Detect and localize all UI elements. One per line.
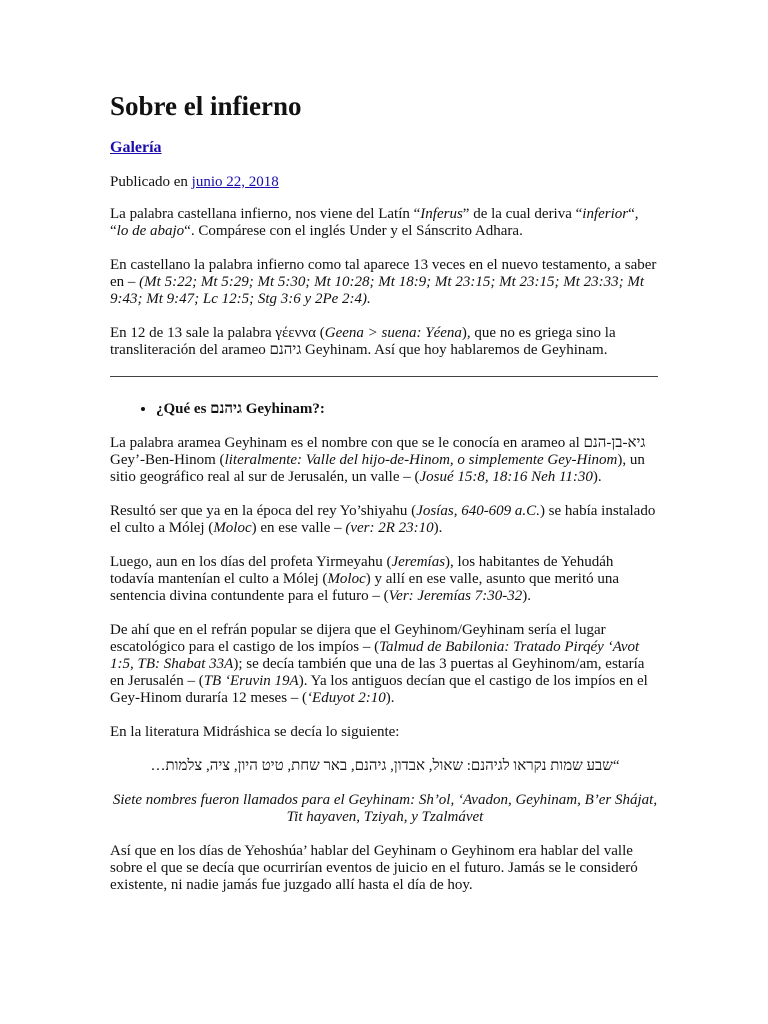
paragraph-geena: En 12 de 13 sale la palabra γέεννα (Geena > suena: Yéena), que no es griega sino la transliteración del arameo גיהנם Geyhinam. Así que hoy hablaremos de Geyhinam. [110, 325, 616, 358]
published-prefix: Publicado en [110, 174, 192, 190]
quote-translation: Siete nombres fueron llamados para el Geyhinam: Sh’ol, ‘Avadon, Geyhinam, B’er Shájat, Tit hayaven, Tziyah, y Tzalmávet [112, 792, 658, 825]
bullet-heading: • ¿Qué es גיהנם Geyhinam?: [156, 401, 660, 418]
article-body [110, 90, 660, 911]
paragraph-molej: Resultó ser que ya en la época del rey Yo’shiyahu (Josías, 640-609 a.C.) se había instalado el culto a Mólej (Moloc) en ese valle – (ver: 2R 23:10). [110, 503, 656, 536]
paragraph-conclusion: Así que en los días de Yehoshúa’ hablar del Geyhinam o Geyhinom era hablar del valle sobre el que se decía que ocurrirían eventos de juicio en el futuro. Jamás se le consideró existente, ni nadie jamás fue juzgado allí hasta el día de hoy. [110, 843, 638, 893]
paragraph-escatologico: De ahí que en el refrán popular se dijera que el Geyhinom/Geyhinam sería el lugar escatológico para el castigo de los impíos – (Talmud de Babilonia: Tratado Pirqéy ‘Avot 1:5, TB: Shabat 33A); se decía también que una de las 3 puertas al Geyhinom/am, estaría en Jerusalén – (TB ‘Eruvin 19A). Ya los antiguos decían que el castigo de los impíos en el Gey-Hinom duraría 12 meses – (‘Eduyot 2:10). [110, 622, 648, 706]
published-date-link[interactable]: junio 22, 2018 [191, 174, 279, 190]
paragraph-occurrences: En castellano la palabra infierno como tal aparece 13 veces en el nuevo testamento, a saber en – (Mt 5:22; Mt 5:29; Mt 5:30; Mt 10:28; Mt 18:9; Mt 23:15; Mt 23:15; Mt 23:33; Mt 9:43; Mt 9:47; Lc 12:5; Stg 3:6 y 2Pe 2:4). [110, 257, 657, 307]
paragraph-jeremias: Luego, aun en los días del profeta Yirmeyahu (Jeremías), los habitantes de Yehudáh todavía mantenían el culto a Mólej (Moloc) y allí en ese valle, asunto que meritó una sentencia divina contundente para el futuro – (Ver: Jeremías 7:30-32). [110, 554, 620, 604]
paragraph-valley: La palabra aramea Geyhinam es el nombre con que se le conocía en arameo al גיא-בן-הנם Gey’-Ben-Hinom (literalmente: Valle del hijo-de-Hinom, o simplemente Gey-Hinom), un sitio geográfico real al sur de Jerusalén, un valle – (Josué 15:8, 18:16 Neh 11:30). [110, 435, 646, 485]
category-link[interactable]: Galería [110, 139, 162, 156]
divider [110, 376, 658, 377]
bullet-list [110, 401, 660, 418]
hebrew-quote: “שבע שמות נקראו לגיהנם: שאול, אבדון, גיהנם, באר שחת, טיט היון, ציה, צלמות… [150, 758, 620, 774]
category-heading [110, 138, 660, 158]
post-meta [110, 174, 660, 191]
paragraph-etymology: La palabra castellana infierno, nos viene del Latín “Inferus” de la cual deriva “inferior“, “lo de abajo“. Compárese con el inglés Under y el Sánscrito Adhara. [110, 206, 639, 239]
paragraph-midrash-intro: En la literatura Midráshica se decía lo siguiente: [110, 724, 400, 740]
page-title: Sobre el infierno [110, 91, 302, 121]
